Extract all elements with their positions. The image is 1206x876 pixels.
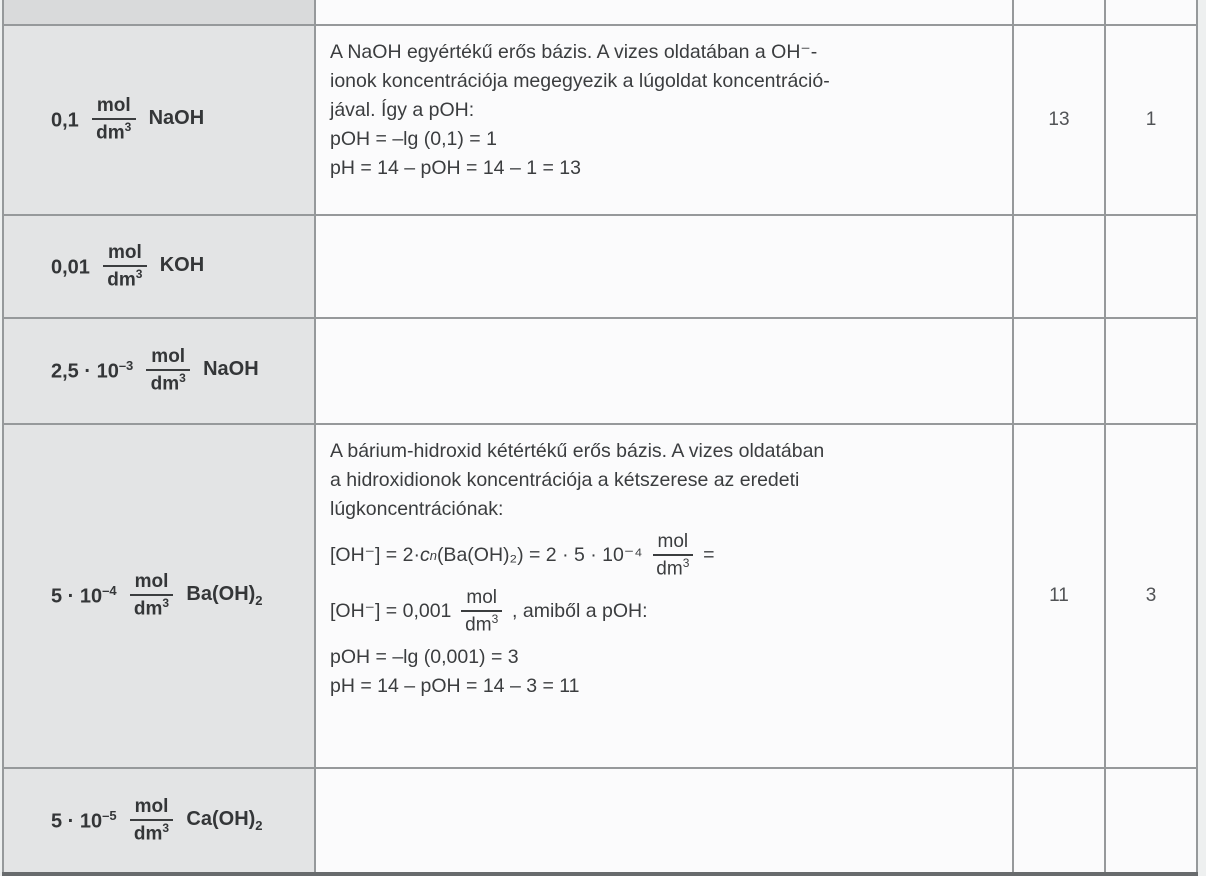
- explanation-line: jával. Így a pOH:: [330, 99, 475, 121]
- ph-value-cell: [1013, 318, 1105, 424]
- explanation-line: a hidroxidionok koncentrációja a kétszerese az eredeti: [330, 469, 800, 491]
- exponent: 3: [162, 596, 170, 611]
- table-row-baoh2-5e-4: [3, 424, 1197, 768]
- chemical-formula: NaOH: [203, 358, 259, 381]
- mol-per-dm3-fraction: [103, 242, 147, 291]
- mol-per-dm3-fraction: [461, 587, 502, 636]
- formula-text: =: [703, 544, 715, 566]
- ph-value-cell: 11: [1013, 424, 1105, 768]
- ph-value-cell: [1013, 768, 1105, 874]
- fraction-denominator: $dm^3$: [96, 120, 132, 144]
- fraction-numerator: mol: [92, 95, 136, 120]
- explanation-cell: [315, 25, 1013, 215]
- concentration-cell: [3, 768, 315, 874]
- poh-value-cell: [1105, 768, 1197, 874]
- molar-concentration-symbol: c: [419, 544, 430, 566]
- fraction-denominator: $dm^3$: [133, 820, 170, 845]
- ph-value-cell: [1013, 215, 1105, 318]
- coefficient: $2,5 \cdot 10^{-3}$: [51, 358, 134, 383]
- fraction-denominator: $dm^3$: [150, 371, 186, 395]
- subscript: n: [429, 548, 437, 563]
- explanation-line: lúgkoncentrációnak:: [330, 498, 504, 520]
- subscript: 2: [255, 593, 263, 609]
- exponent: –4: [102, 583, 117, 599]
- table-row-naoh-2-5e-3: [3, 318, 1197, 424]
- poh-value-cell: 3: [1105, 424, 1197, 768]
- explanation-cell: [315, 215, 1013, 318]
- fraction-numerator: mol: [461, 587, 502, 612]
- coefficient: 0,1: [51, 109, 79, 132]
- exponent: –3: [118, 358, 134, 374]
- concentration-value: [5, 95, 313, 144]
- ph-value-cell: 13: [1013, 25, 1105, 215]
- mol-per-dm3-fraction: [146, 346, 190, 395]
- mol-per-dm3-fraction: [653, 531, 694, 580]
- formula-line-oh-concentration: [330, 531, 1000, 580]
- fraction-numerator: mol: [103, 242, 147, 267]
- exponent: 3: [162, 820, 170, 835]
- poh-value-cell: [1105, 318, 1197, 424]
- table-row-koh-0-01: [3, 215, 1197, 318]
- formula-line: pOH = –lg (0,001) = 3: [330, 646, 519, 669]
- fraction-denominator: $dm^3$: [133, 596, 170, 620]
- concentration-value: [5, 346, 313, 395]
- concentration-value: [5, 796, 313, 845]
- exponent: 3: [124, 120, 132, 135]
- coefficient: $5 \cdot 10^{-5}$: [51, 807, 117, 833]
- concentration-cell: [3, 318, 315, 424]
- explanation-cell: [315, 0, 1013, 25]
- explanation-line: A bárium-hidroxid kétértékű erős bázis. A vizes oldatában: [330, 440, 825, 462]
- ph-poh-exercise-table: [2, 0, 1198, 876]
- chemical-formula: NaOH: [148, 107, 205, 130]
- concentration-cell: [3, 215, 315, 318]
- mol-per-dm3-fraction: [130, 571, 174, 620]
- concentration-value: [5, 571, 313, 620]
- exponent: 3: [682, 555, 690, 570]
- fraction-numerator: mol: [130, 571, 174, 596]
- concentration-value: [5, 242, 313, 291]
- table-row-naoh-0-1: [3, 25, 1197, 215]
- concentration-cell: [3, 25, 315, 215]
- mol-per-dm3-fraction: [130, 796, 174, 845]
- fraction-denominator: $dm^3$: [656, 555, 690, 580]
- chemical-formula: $Ba(OH)_2$: [186, 583, 263, 609]
- exponent: –5: [102, 807, 117, 823]
- fraction-numerator: mol: [146, 346, 190, 371]
- ph-value-cell: [1013, 0, 1105, 25]
- poh-value-cell: [1105, 0, 1197, 25]
- explanation-cell: [315, 318, 1013, 424]
- explanation-cell: [315, 768, 1013, 874]
- coefficient: $5 \cdot 10^{-4}$: [51, 583, 117, 608]
- table-row-partial: [3, 0, 1197, 25]
- concentration-cell: [3, 424, 315, 768]
- concentration-cell: [3, 0, 315, 25]
- explanation-line: A NaOH egyértékű erős bázis. A vizes oldatában a OH⁻-: [330, 41, 818, 63]
- subscript: 2: [255, 817, 263, 833]
- exponent: 3: [135, 266, 143, 281]
- coefficient: 0,01: [51, 256, 90, 279]
- fraction-numerator: mol: [130, 796, 174, 821]
- exponent: 3: [179, 371, 186, 386]
- formula-text: (Ba(OH)₂) = 2 · 5 · 10⁻⁴: [436, 544, 643, 566]
- poh-value-cell: 1: [1105, 25, 1197, 215]
- mol-per-dm3-fraction: [92, 95, 136, 144]
- fraction-denominator: $dm^3$: [107, 266, 143, 291]
- formula-text: [OH⁻] = 0,001: [330, 600, 452, 623]
- fraction-numerator: mol: [653, 531, 694, 556]
- explanation-line: ionok koncentrációja megegyezik a lúgoldat koncentráció-: [330, 70, 830, 92]
- explanation-cell: [315, 424, 1013, 768]
- poh-value-cell: [1105, 215, 1197, 318]
- exponent: 3: [491, 611, 499, 626]
- chemical-formula: KOH: [159, 253, 205, 276]
- table-row-caoh2-5e-5: [3, 768, 1197, 874]
- fraction-denominator: $dm^3$: [465, 611, 499, 636]
- formula-line: pH = 14 – pOH = 14 – 1 = 13: [330, 157, 581, 179]
- formula-text: , amiből a pOH:: [512, 600, 648, 623]
- formula-line: pH = 14 – pOH = 14 – 3 = 11: [330, 675, 580, 698]
- chemical-formula: $Ca(OH)_2$: [186, 807, 263, 833]
- formula-text: [OH⁻] = 2·: [330, 544, 420, 566]
- formula-line: pOH = –lg (0,1) = 1: [330, 128, 497, 150]
- formula-line-oh-result: [330, 587, 1000, 636]
